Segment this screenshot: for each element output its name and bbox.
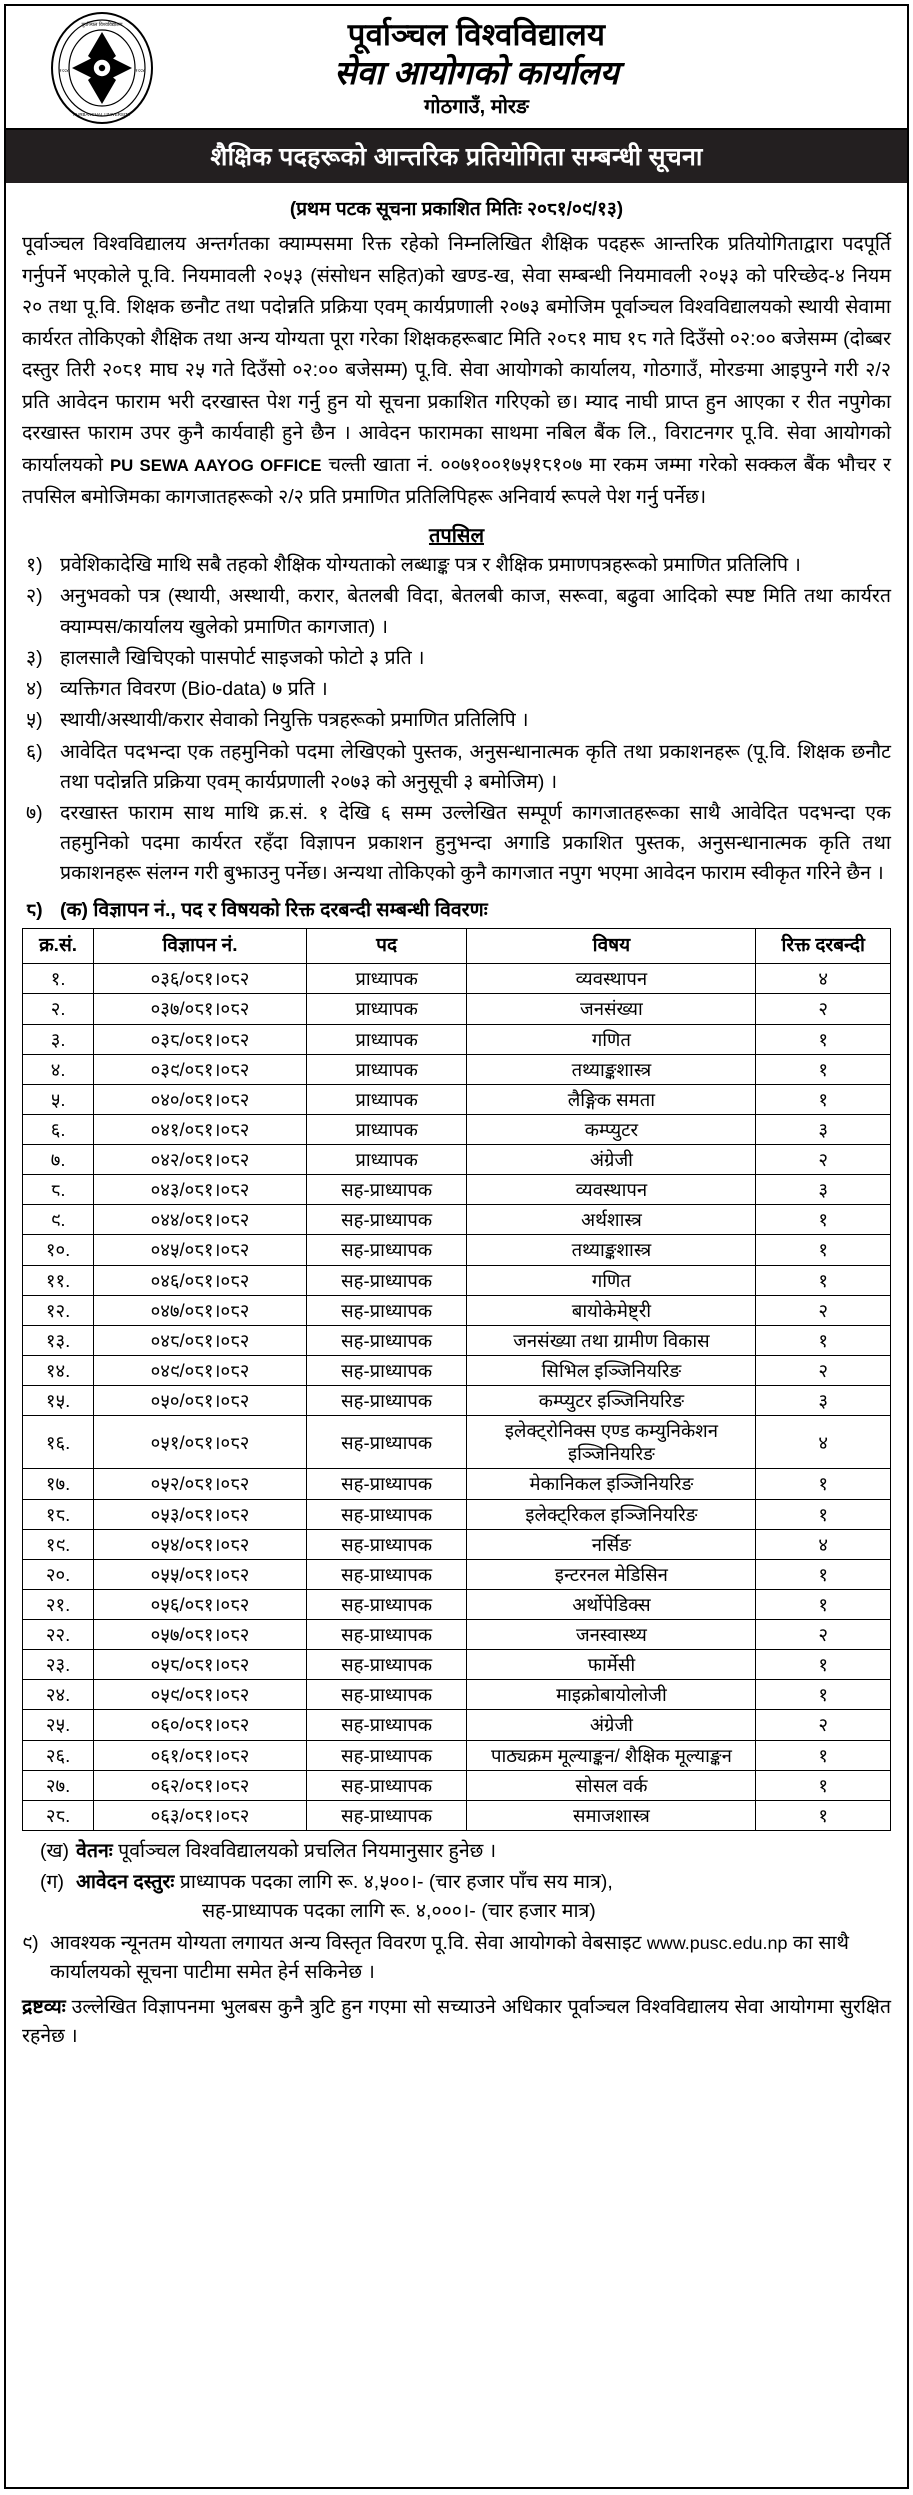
cell-vacancies: १ (756, 1770, 891, 1800)
svg-text:PURBANCHAL UNIVERSITY: PURBANCHAL UNIVERSITY (73, 112, 131, 117)
cell-vacancies: २ (756, 1620, 891, 1650)
cell-post: सह-प्राध्यापक (306, 1770, 467, 1800)
cell-post: सह-प्राध्यापक (306, 1386, 467, 1416)
cell-subject: जनस्वास्थ्य (467, 1620, 756, 1650)
cell-ad: ०५७/०८१।०८२ (94, 1620, 307, 1650)
cell-ad: ०४५/०८१।०८२ (94, 1235, 307, 1265)
salary-note-body (76, 1837, 891, 1866)
cell-ad: ०४३/०८१।०८२ (94, 1175, 307, 1205)
cell-vacancies: ३ (756, 1386, 891, 1416)
cell-post: प्राध्यापक (306, 1024, 467, 1054)
item-number: १) (26, 554, 43, 577)
cell-subject: जनसंख्या तथा ग्रामीण विकास (467, 1325, 756, 1355)
table-row (23, 1499, 891, 1529)
vacancy-table-body (23, 964, 891, 1831)
table-row (23, 1386, 891, 1416)
cell-sn: १६. (23, 1416, 94, 1469)
item-number: ५) (26, 709, 43, 732)
list-item (22, 643, 891, 673)
cell-subject: इन्टरनल मेडिसिन (467, 1559, 756, 1589)
table-row (23, 1800, 891, 1830)
column-header-post: पद (306, 928, 467, 964)
cell-post: प्राध्यापक (306, 1084, 467, 1114)
list-item (22, 674, 891, 704)
cell-subject: व्यवस्थापन (467, 964, 756, 994)
cell-subject: अंग्रेजी (467, 1145, 756, 1175)
fee-associate-professor-amount: सह-प्राध्यापक पदका लागि रू. ४,०००।- (चार हजार मात्र) (202, 1900, 596, 1923)
vacancy-table (22, 928, 891, 1831)
item-text: दरखास्त फाराम साथ माथि क्र.सं. १ देखि ६ सम्म उल्लेखित सम्पूर्ण कागजातहरूका साथै आवेदित पदभन्दा एक तहमुनिको पदमा कार्यरत रहँदा विज्ञापन प्रकाशन हुनुभन्दा अगाडि प्रकाशित पुस्तक, अनुसन्धानात्मक कृति तथा प्रकाशनहरू संलग्न गरी बुझाउनु पर्नेछ। अन्यथा तोकिएको कुनै कागजात नपुग भएमा आवेदन फाराम स्वीकृत गरिने छैन । (60, 801, 891, 885)
cell-post: सह-प्राध्यापक (306, 1175, 467, 1205)
cell-post: सह-प्राध्यापक (306, 1416, 467, 1469)
cell-sn: १२. (23, 1295, 94, 1325)
table-row (23, 1205, 891, 1235)
cell-sn: १५. (23, 1386, 94, 1416)
cell-ad: ०४१/०८१।०८२ (94, 1114, 307, 1144)
cell-sn: २७. (23, 1770, 94, 1800)
cell-post: सह-प्राध्यापक (306, 1325, 467, 1355)
cell-sn: १९. (23, 1529, 94, 1559)
cell-ad: ०३८/०८१।०८२ (94, 1024, 307, 1054)
cell-post: प्राध्यापक (306, 1114, 467, 1144)
cell-post: सह-प्राध्यापक (306, 1710, 467, 1740)
cell-post: सह-प्राध्यापक (306, 1650, 467, 1680)
item-number: ७) (26, 801, 43, 824)
notice-content (6, 183, 907, 2062)
table-row (23, 1054, 891, 1084)
cell-post: सह-प्राध्यापक (306, 1205, 467, 1235)
cell-ad: ०५०/०८१।०८२ (94, 1386, 307, 1416)
cell-post: प्राध्यापक (306, 1145, 467, 1175)
salary-note (22, 1837, 891, 1866)
cell-sn: ३. (23, 1024, 94, 1054)
office-name: सेवा आयोगको कार्यालय (334, 54, 619, 92)
cell-sn: २५. (23, 1710, 94, 1740)
table-row (23, 1175, 891, 1205)
cell-subject: तथ्याङ्कशास्त्र (467, 1235, 756, 1265)
cell-ad: ०५४/०८१।०८२ (94, 1529, 307, 1559)
list-item (22, 798, 891, 889)
website-note (22, 1929, 891, 1988)
website-url[interactable]: www.pusc.edu.np (646, 1932, 788, 1953)
cell-post: सह-प्राध्यापक (306, 1295, 467, 1325)
tapsil-list (22, 550, 891, 888)
table-row (23, 1024, 891, 1054)
table-row (23, 1589, 891, 1619)
cell-subject: अर्थोपेडिक्स (467, 1589, 756, 1619)
cell-post: सह-प्राध्यापक (306, 1740, 467, 1770)
cell-vacancies: ४ (756, 1416, 891, 1469)
table-row (23, 994, 891, 1024)
cell-sn: २०. (23, 1559, 94, 1589)
table-row (23, 1145, 891, 1175)
cell-post: प्राध्यापक (306, 964, 467, 994)
cell-subject: गणित (467, 1265, 756, 1295)
masthead (6, 6, 907, 130)
cell-sn: ६. (23, 1114, 94, 1144)
fee-professor-amount: प्राध्यापक पदका लागि रू. ४,५००।- (चार हजार पाँच सय मात्र), (174, 1871, 613, 1894)
cell-vacancies: १ (756, 1054, 891, 1084)
cell-vacancies: १ (756, 1325, 891, 1355)
cell-ad: ०६१/०८१।०८२ (94, 1740, 307, 1770)
cell-sn: १७. (23, 1469, 94, 1499)
cell-subject: पाठ्यक्रम मूल्याङ्कन/ शैक्षिक मूल्याङ्कन (467, 1740, 756, 1770)
table-row (23, 1355, 891, 1385)
item-text: आवेदित पदभन्दा एक तहमुनिको पदमा लेखिएको पुस्तक, अनुसन्धानात्मक कृति तथा प्रकाशनहरू (पू.वि. शिक्षक छनौट तथा पदोन्नति प्रक्रिया एवम् कार्यप्रणाली २०७३ को अनुसूची ३ बमोजिम) । (60, 740, 891, 793)
item-text: प्रवेशिकादेखि माथि सबै तहको शैक्षिक योग्यताको लब्धाङ्क पत्र र शैक्षिक प्रमाणपत्रहरूको प्रमाणित प्रतिलिपि । (60, 554, 801, 577)
website-note-pre: आवश्यक न्यूनतम योग्यता लगायत अन्य विस्तृत विवरण पू.वि. सेवा आयोगको वेबसाइट (50, 1931, 647, 1954)
cell-post: सह-प्राध्यापक (306, 1355, 467, 1385)
table-row (23, 1680, 891, 1710)
cell-post: सह-प्राध्यापक (306, 1235, 467, 1265)
cell-ad: ०४९/०८१।०८२ (94, 1355, 307, 1385)
cell-vacancies: १ (756, 1499, 891, 1529)
cell-vacancies: ३ (756, 1175, 891, 1205)
university-name: पूर्वाञ्चल विश्वविद्यालय (347, 16, 606, 52)
cell-ad: ०५५/०८१।०८२ (94, 1559, 307, 1589)
cell-vacancies: १ (756, 1235, 891, 1265)
salary-note-text: पूर्वाञ्चल विश्वविद्यालयको प्रचलित नियमानुसार हुनेछ । (112, 1839, 497, 1862)
cell-subject: माइक्रोबायोलोजी (467, 1680, 756, 1710)
table-header-row (23, 928, 891, 964)
list-item (22, 737, 891, 797)
cell-subject: कम्प्युटर इञ्जिनियरिङ (467, 1386, 756, 1416)
logo-container (16, 12, 166, 124)
salary-note-label: (ख) (40, 1839, 69, 1862)
disclaimer-note (22, 1993, 891, 2052)
cell-ad: ०५६/०८१।०८२ (94, 1589, 307, 1619)
publication-date: (प्रथम पटक सूचना प्रकाशित मितिः २०८१/०९/१३) (289, 199, 624, 220)
item-number: ६) (26, 740, 43, 763)
cell-vacancies: १ (756, 1469, 891, 1499)
application-fee-note (22, 1868, 891, 1927)
cell-subject: नर्सिङ (467, 1529, 756, 1559)
cell-post: प्राध्यापक (306, 994, 467, 1024)
cell-sn: ११. (23, 1265, 94, 1295)
cell-ad: ०३६/०८१।०८२ (94, 964, 307, 994)
website-note-post: का साथै कार्यालयको सूचना पाटीमा समेत हेर्न सकिनेछ । (50, 1931, 850, 1983)
website-note-number: ९) (22, 1931, 39, 1954)
cell-subject: कम्प्युटर (467, 1114, 756, 1144)
office-address: गोठगाउँ, मोरङ (424, 96, 529, 119)
vacancy-section-heading (22, 895, 891, 922)
cell-sn: २२. (23, 1620, 94, 1650)
list-item (22, 705, 891, 735)
cell-vacancies: २ (756, 1295, 891, 1325)
cell-ad: ०४७/०८१।०८२ (94, 1295, 307, 1325)
table-row (23, 1084, 891, 1114)
table-row (23, 1325, 891, 1355)
cell-subject: अर्थशास्त्र (467, 1205, 756, 1235)
cell-vacancies: १ (756, 1559, 891, 1589)
notice-title-banner: शैक्षिक पदहरूको आन्तरिक प्रतियोगिता सम्बन्धी सूचना (6, 130, 907, 183)
svg-text:१९९४: १९९४ (135, 68, 145, 73)
cell-vacancies: १ (756, 1800, 891, 1830)
cell-sn: ४. (23, 1054, 94, 1084)
cell-sn: १३. (23, 1325, 94, 1355)
website-note-body (50, 1929, 891, 1988)
cell-sn: १४. (23, 1355, 94, 1385)
cell-ad: ०६०/०८१।०८२ (94, 1710, 307, 1740)
cell-subject: समाजशास्त्र (467, 1800, 756, 1830)
cell-sn: २४. (23, 1680, 94, 1710)
cell-ad: ०३७/०८१।०८२ (94, 994, 307, 1024)
column-header-sn: क्र.सं. (23, 928, 94, 964)
cell-sn: ९. (23, 1205, 94, 1235)
table-row (23, 1740, 891, 1770)
table-row (23, 1114, 891, 1144)
cell-vacancies: २ (756, 1145, 891, 1175)
cell-vacancies: १ (756, 1024, 891, 1054)
bank-account-name: PU SEWA AAYOG OFFICE (109, 456, 322, 476)
cell-post: सह-प्राध्यापक (306, 1469, 467, 1499)
cell-sn: २३. (23, 1650, 94, 1680)
section-number: ८) (26, 898, 43, 921)
cell-post: सह-प्राध्यापक (306, 1680, 467, 1710)
cell-subject: अंग्रेजी (467, 1710, 756, 1740)
table-row (23, 964, 891, 994)
cell-sn: २८. (23, 1800, 94, 1830)
masthead-text (166, 17, 897, 120)
cell-subject: लैङ्गिक समता (467, 1084, 756, 1114)
cell-vacancies: १ (756, 1680, 891, 1710)
disclaimer-text: उल्लेखित विज्ञापनमा भुलबस कुनै त्रुटि हुन गएमा सो सच्याउने अधिकार पूर्वाञ्चल विश्वविद्यालय सेवा आयोगमा सुरक्षित रहनेछ । (22, 1996, 891, 2048)
cell-subject: इलेक्ट्रिकल इञ्जिनियरिङ (467, 1499, 756, 1529)
footnotes (22, 1837, 891, 2052)
cell-sn: ८. (23, 1175, 94, 1205)
cell-subject: इलेक्ट्रोनिक्स एण्ड कम्युनिकेशन इञ्जिनियरिङ (467, 1416, 756, 1469)
salary-note-title: वेतनः (76, 1839, 113, 1862)
item-number: ४) (26, 678, 43, 701)
fee-note-title: आवेदन दस्तुरः (76, 1871, 175, 1894)
cell-sn: १. (23, 964, 94, 994)
table-row (23, 1529, 891, 1559)
fee-note-label: (ग) (40, 1871, 64, 1894)
cell-sn: २. (23, 994, 94, 1024)
cell-ad: ०५९/०८१।०८२ (94, 1680, 307, 1710)
cell-sn: १८. (23, 1499, 94, 1529)
cell-post: सह-प्राध्यापक (306, 1499, 467, 1529)
column-header-subject: विषय (467, 928, 756, 964)
cell-sn: २१. (23, 1589, 94, 1619)
table-row (23, 1469, 891, 1499)
cell-post: सह-प्राध्यापक (306, 1265, 467, 1295)
cell-subject: बायोकेमेष्ट्री (467, 1295, 756, 1325)
table-row (23, 1416, 891, 1469)
item-number: ३) (26, 646, 43, 669)
cell-post: सह-प्राध्यापक (306, 1529, 467, 1559)
cell-ad: ०५३/०८१।०८२ (94, 1499, 307, 1529)
cell-post: सह-प्राध्यापक (306, 1589, 467, 1619)
cell-sn: ५. (23, 1084, 94, 1114)
cell-vacancies: १ (756, 1740, 891, 1770)
cell-subject: तथ्याङ्कशास्त्र (467, 1054, 756, 1084)
cell-subject: मेकानिकल इञ्जिनियरिङ (467, 1469, 756, 1499)
intro-text-part2: चल्ती खाता नं. ००७१००१७५१८१०७ मा रकम जम्मा गरेको सक्कल बैंक भौचर र तपसिल बमोजिमका कागजातहरूको २/२ प्रति प्रमाणित प्रतिलिपिहरू अनिवार्य रूपले पेश गर्नु पर्नेछ। (22, 454, 891, 508)
cell-subject: फार्मेसी (467, 1650, 756, 1680)
table-row (23, 1620, 891, 1650)
cell-vacancies: २ (756, 1710, 891, 1740)
table-row (23, 1295, 891, 1325)
cell-subject: जनसंख्या (467, 994, 756, 1024)
table-row (23, 1650, 891, 1680)
svg-text:पूर्वाञ्चल विश्वविद्यालय: पूर्वाञ्चल विश्वविद्यालय (81, 22, 123, 28)
column-header-vacancy: रिक्त दरबन्दी (756, 928, 891, 964)
disclaimer-title: द्रष्टव्यः (22, 1996, 66, 2019)
cell-ad: ०४०/०८१।०८२ (94, 1084, 307, 1114)
cell-vacancies: १ (756, 1650, 891, 1680)
intro-paragraph (22, 229, 891, 513)
list-item (22, 581, 891, 641)
tapsil-heading: तपसिल (428, 525, 485, 548)
cell-ad: ०४६/०८१।०८२ (94, 1265, 307, 1295)
cell-subject: गणित (467, 1024, 756, 1054)
section-heading-text: (क) विज्ञापन नं., पद र विषयको रिक्त दरबन्दी सम्बन्धी विवरणः (60, 898, 488, 921)
cell-ad: ०४२/०८१।०८२ (94, 1145, 307, 1175)
purbanchal-university-seal-icon (50, 12, 154, 124)
cell-ad: ०४८/०८१।०८२ (94, 1325, 307, 1355)
cell-vacancies: २ (756, 994, 891, 1024)
cell-post: सह-प्राध्यापक (306, 1559, 467, 1589)
item-text: हालसालै खिचिएको पासपोर्ट साइजको फोटो ३ प्रति । (60, 646, 425, 669)
cell-ad: ०५८/०८१।०८२ (94, 1650, 307, 1680)
cell-vacancies: १ (756, 1265, 891, 1295)
svg-text:१९९४: १९९४ (59, 68, 69, 73)
table-row (23, 1265, 891, 1295)
cell-vacancies: ४ (756, 1529, 891, 1559)
fee-note-body (76, 1868, 891, 1927)
cell-ad: ०५२/०८१।०८२ (94, 1469, 307, 1499)
table-row (23, 1559, 891, 1589)
cell-post: सह-प्राध्यापक (306, 1800, 467, 1830)
column-header-ad-no: विज्ञापन नं. (94, 928, 307, 964)
cell-ad: ०३९/०८१।०८२ (94, 1054, 307, 1084)
cell-ad: ०५१/०८१।०८२ (94, 1416, 307, 1469)
cell-ad: ०६३/०८१।०८२ (94, 1800, 307, 1830)
cell-subject: सिभिल इञ्जिनियरिङ (467, 1355, 756, 1385)
cell-vacancies: २ (756, 1355, 891, 1385)
cell-ad: ०४४/०८१।०८२ (94, 1205, 307, 1235)
cell-sn: १०. (23, 1235, 94, 1265)
table-row (23, 1770, 891, 1800)
cell-vacancies: १ (756, 1205, 891, 1235)
item-text: अनुभवको पत्र (स्थायी, अस्थायी, करार, बेतलबी विदा, बेतलबी काज, सरूवा, बढुवा आदिको स्पष्ट मिति तथा कार्यरत क्याम्पस/कार्यालय खुलेको प्रमाणित कागजात) । (60, 585, 891, 638)
cell-vacancies: १ (756, 1084, 891, 1114)
item-text: स्थायी/अस्थायी/करार सेवाको नियुक्ति पत्रहरूको प्रमाणित प्रतिलिपि । (60, 709, 529, 732)
table-row (23, 1710, 891, 1740)
item-text: व्यक्तिगत विवरण (Bio-data) ७ प्रति । (60, 678, 328, 701)
cell-vacancies: ३ (756, 1114, 891, 1144)
cell-subject: सोसल वर्क (467, 1770, 756, 1800)
intro-text-part1: पूर्वाञ्चल विश्वविद्यालय अन्तर्गतका क्याम्पसमा रिक्त रहेको निम्नलिखित शैक्षिक पदहरू आन्तरिक प्रतियोगिताद्वारा पदपूर्ति गर्नुपर्ने भएकोले पू.वि. नियमावली २०५३ (संसोधन सहित)को खण्ड-ख, सेवा सम्बन्धी नियमावली २०५३ को परिच्छेद-४ नियम २० तथा पू.वि. शिक्षक छनौट तथा पदोन्नति प्रक्रिया एवम् कार्यप्रणाली २०७३ बमोजिम पूर्वाञ्चल विश्वविद्यालयको स्थायी सेवामा कार्यरत तोकिएको शैक्षिक तथा अन्य योग्यता पूरा गरेका शिक्षकहरूबाट मिति २०८१ माघ १८ गते दिउँसो ०२:०० बजेसम्म (दोब्बर दस्तुर तिरी २०८१ माघ २५ गते दिउँसो ०२:०० बजेसम्म) पू.वि. सेवा आयोगको कार्यालय, गोठगाउँ, मोरङमा आइपुग्ने गरी २/२ प्रति आवेदन फाराम भरी दरखास्त पेश गर्नु हुन यो सूचना प्रकाशित गरिएको छ। म्याद नाघी प्राप्त हुन आएका र रीत नपुगेका दरखास्त फाराम उपर कुनै कार्यवाही हुने छैन । आवेदन फारामका साथमा नबिल बैंक लि., विराटनगर पू.वि. सेवा आयोगको कार्यालयको (22, 233, 891, 477)
cell-post: सह-प्राध्यापक (306, 1620, 467, 1650)
cell-sn: ७. (23, 1145, 94, 1175)
notice-frame (4, 4, 909, 2489)
cell-sn: २६. (23, 1740, 94, 1770)
table-row (23, 1235, 891, 1265)
item-number: २) (26, 585, 43, 608)
cell-subject: व्यवस्थापन (467, 1175, 756, 1205)
cell-vacancies: १ (756, 1589, 891, 1619)
cell-ad: ०६२/०८१।०८२ (94, 1770, 307, 1800)
cell-post: प्राध्यापक (306, 1054, 467, 1084)
cell-vacancies: ४ (756, 964, 891, 994)
list-item (22, 550, 891, 580)
